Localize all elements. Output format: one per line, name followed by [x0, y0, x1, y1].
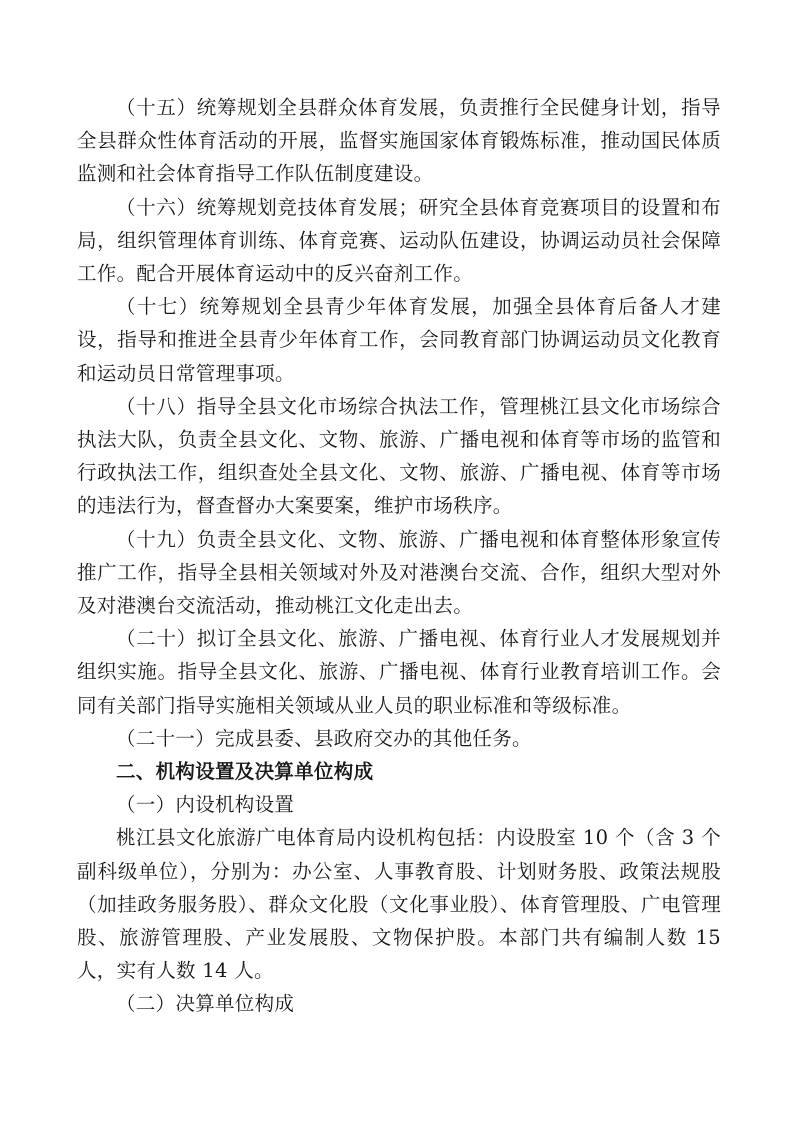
paragraph-item-17: （十七）统筹规划全县青少年体育发展，加强全县体育后备人才建设，指导和推进全县青少年体育工作，会同教育部门协调运动员文化教育和运动员日常管理事项。 — [77, 295, 721, 385]
subsection-heading-final-accounts-units: （二）决算单位构成 — [116, 992, 295, 1016]
section-heading: 二、机构设置及决算单位构成 — [116, 760, 374, 784]
paragraph-item-20: （二十）拟订全县文化、旅游、广播电视、体育行业人才发展规划并组织实施。指导全县文化、旅游、广播电视、体育行业教育培训工作。会同有关部门指导实施相关领域从业人员的职业标准和等级标准。 — [77, 627, 721, 717]
paragraph-item-18: （十八）指导全县文化市场综合执法工作，管理桃江县文化市场综合执法大队，负责全县文化、文物、旅游、广播电视和体育等市场的监管和行政执法工作，组织查处全县文化、文物、旅游、广播电视、体育等市场的违法行为，督查督办大案要案，维护市场秩序。 — [77, 394, 721, 518]
paragraph-item-16: （十六）统筹规划竞技体育发展；研究全县体育竞赛项目的设置和布局，组织管理体育训练、体育竞赛、运动队伍建设，协调运动员社会保障工作。配合开展体育运动中的反兴奋剂工作。 — [77, 195, 721, 286]
subsection-heading-internal-structure: （一）内设机构设置 — [116, 793, 295, 817]
document-body — [77, 91, 721, 1021]
paragraph-item-15: （十五）统筹规划全县群众体育发展，负责推行全民健身计划，指导全县群众性体育活动的开展，监督实施国家体育锻炼标准，推动国民体质监测和社会体育指导工作队伍制度建设。 — [77, 96, 721, 186]
paragraph-item-19: （十九）负责全县文化、文物、旅游、广播电视和体育整体形象宣传推广工作，指导全县相关领域对外及对港澳台交流、合作，组织大型对外及对港澳台交流活动，推动桃江文化走出去。 — [77, 527, 721, 618]
paragraph-item-21: （二十一）完成县委、县政府交办的其他任务。 — [116, 726, 532, 750]
institution-paragraph: 桃江县文化旅游广电体育局内设机构包括：内设股室 10 个（含 3 个副科级单位），分别为：办公室、人事教育股、计划财务股、政策法规股（加挂政务服务股）、群众文化股（文化事业股）、体育管理股、广电管理股、旅游管理股、产业发展股、文物保护股。本部门共有编制人数 15 人，实有人数 14 人。 — [77, 826, 721, 983]
